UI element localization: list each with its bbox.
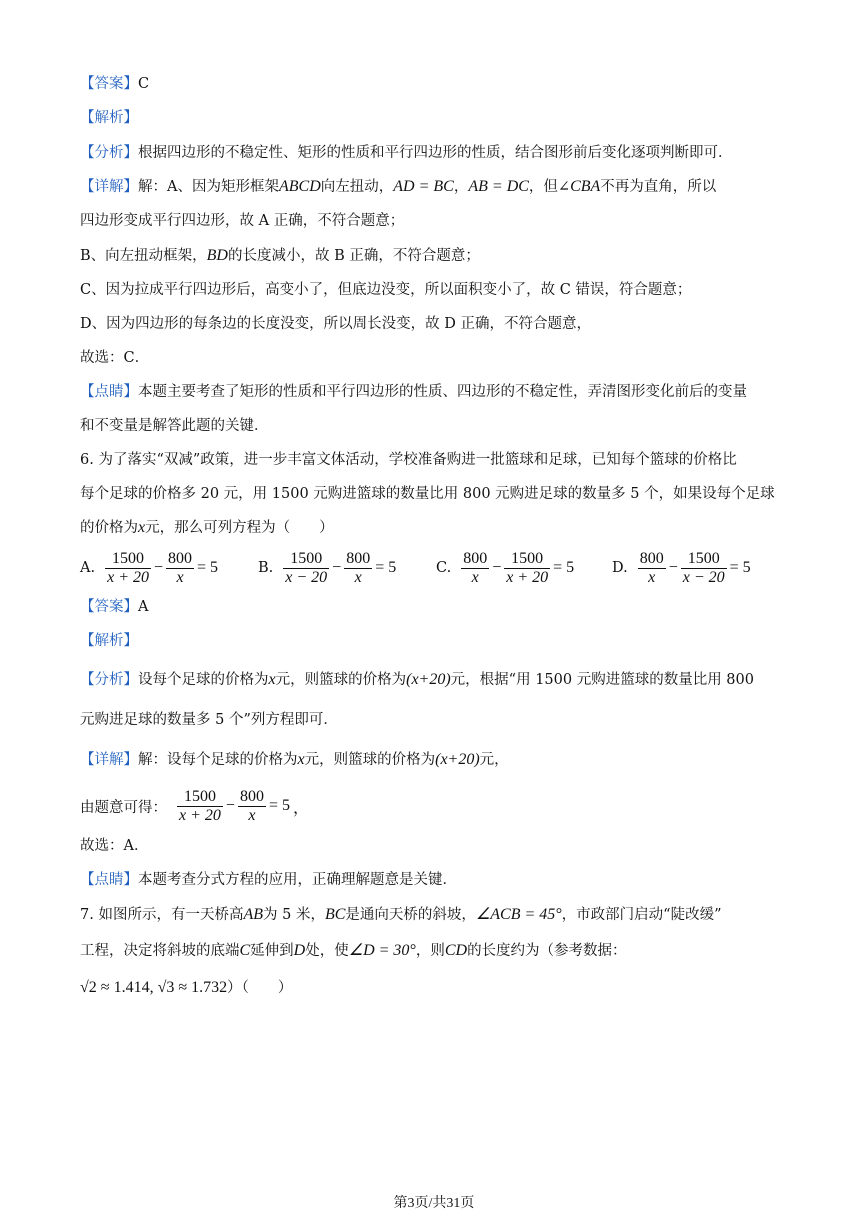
question-6-line-3 — [80, 518, 334, 538]
question-6-line-1 — [80, 450, 737, 470]
text: 元，那么可列方程为（ ） — [145, 520, 334, 536]
denominator: x — [176, 568, 184, 586]
text: C、因为拉成平行四边形后，高变小了，但底边没变，所以面积变小了，故 C 错误，符合题意； — [80, 282, 692, 298]
analysis-6-heading — [80, 631, 138, 651]
text: 元购进足球的数量多 5 个”列方程即可． — [80, 712, 338, 728]
text: 是通向天桥的斜坡， — [345, 907, 476, 923]
dianjing-tag: 【点睛】 — [80, 872, 138, 888]
choose-6 — [80, 836, 148, 856]
question-7-line-1 — [80, 905, 722, 925]
analysis-5-heading — [80, 108, 138, 128]
denominator: x — [471, 568, 479, 586]
math-d: D — [293, 942, 306, 959]
answer-value: A — [138, 599, 149, 615]
math-ab-dc: AB = DC — [468, 178, 529, 195]
detail-tag: 【详解】 — [80, 179, 138, 195]
math-x-plus-20: (x+20) — [406, 671, 451, 688]
text: ，则 — [415, 943, 445, 959]
operator: − — [225, 797, 235, 814]
numerator: 1500 — [504, 550, 550, 569]
denominator: x + 20 — [506, 568, 549, 586]
answer-6 — [80, 597, 148, 617]
text: 故选：A． — [80, 838, 149, 854]
text: 的长度约为（参考数据： — [467, 943, 627, 959]
answer-value: C — [138, 76, 150, 92]
answer-tag: 【答案】 — [80, 76, 138, 92]
denominator: x — [248, 806, 256, 824]
fraction — [283, 550, 329, 587]
fenxi-6-line-1 — [80, 670, 754, 690]
text: 和不变量是解答此题的关键． — [80, 418, 269, 434]
numerator: 800 — [463, 549, 488, 567]
page-number: 第3页/共31页 — [393, 1196, 475, 1211]
text: B、向左扭动框架， — [80, 248, 207, 264]
text: 元， — [479, 752, 509, 768]
text: 设每个足球的价格为 — [138, 672, 269, 688]
fraction — [238, 788, 266, 825]
fenxi-tag: 【分析】 — [80, 672, 138, 688]
math-x: x — [297, 751, 305, 768]
option-a[interactable] — [80, 546, 221, 590]
fraction — [504, 550, 550, 587]
denominator: x — [354, 568, 362, 586]
fraction — [105, 550, 151, 587]
fenxi-5 — [80, 143, 733, 163]
numerator: 800 — [239, 787, 264, 805]
text: 为 5 米， — [263, 907, 325, 923]
operator: − — [668, 559, 678, 576]
text: ， — [292, 799, 309, 817]
detail-5-b — [80, 246, 480, 266]
dianjing-tag: 【点睛】 — [80, 384, 138, 400]
math-cd: CD — [444, 942, 468, 959]
numerator: 800 — [168, 549, 193, 567]
text: 本题考查分式方程的应用，正确理解题意是关键． — [138, 872, 457, 888]
detail-5-line-2 — [80, 211, 404, 231]
text: ，但∠ — [528, 179, 571, 195]
fraction — [681, 550, 727, 587]
math-cba: CBA — [570, 178, 601, 195]
text: 向左扭动， — [320, 179, 394, 195]
operator: − — [154, 559, 164, 576]
text: 处，使 — [305, 943, 349, 959]
text: 本题主要考查了矩形的性质和平行四边形的性质、四边形的不稳定性，弄清图形变化前后的变量 — [138, 384, 747, 400]
text: 元，根据“用 1500 元购进篮球的数量比用 800 — [450, 672, 754, 688]
fenxi-6-line-2 — [80, 710, 338, 730]
option-label: A. — [80, 560, 96, 576]
text: 元，则篮球的价格为 — [275, 672, 407, 688]
text: 不再为直角，所以 — [600, 179, 717, 195]
text: 7. 如图所示，有一天桥高 — [80, 907, 244, 923]
math-angle-acb: ∠ACB = 45° — [475, 906, 562, 923]
text: 故选：C． — [80, 350, 150, 366]
math-bd: BD — [206, 247, 228, 264]
fraction — [166, 550, 194, 587]
text: 的长度减小，故 B 正确，不符合题意； — [227, 248, 480, 264]
math-c: C — [239, 942, 251, 959]
answer-5 — [80, 74, 149, 94]
text: 解：设每个足球的价格为 — [138, 752, 298, 768]
option-label: B. — [258, 560, 274, 576]
denominator: x − 20 — [682, 568, 725, 586]
option-label: D. — [612, 560, 628, 576]
numerator: 1500 — [177, 788, 223, 807]
rhs: = 5 — [268, 797, 290, 814]
question-6-line-2 — [80, 484, 775, 504]
detail-5-c — [80, 280, 691, 300]
question-7-line-3 — [80, 978, 292, 998]
math-bc: BC — [324, 906, 346, 923]
fenxi-tag: 【分析】 — [80, 145, 138, 161]
option-d[interactable] — [612, 546, 754, 590]
text: 的价格为 — [80, 520, 138, 536]
numerator: 800 — [639, 549, 664, 567]
denominator: x — [648, 568, 656, 586]
rhs: = 5 — [197, 559, 219, 576]
option-b[interactable] — [258, 546, 399, 590]
dianjing-5-line-1 — [80, 382, 747, 402]
math-x: x — [138, 519, 146, 536]
text: ）（ ） — [227, 980, 293, 996]
dianjing-5-line-2 — [80, 416, 269, 436]
answer-tag: 【答案】 — [80, 599, 138, 615]
text: 每个足球的价格多 20 元，用 1500 元购进篮球的数量比用 800 元购进足球的数量多 5 个，如果设每个足球 — [80, 486, 775, 502]
numerator: 1500 — [105, 550, 151, 569]
math-x-plus-20: (x+20) — [435, 751, 480, 768]
rhs: = 5 — [375, 559, 397, 576]
dianjing-6 — [80, 870, 457, 890]
text: ， — [453, 179, 469, 195]
detail-6-line-1 — [80, 750, 509, 770]
math-x: x — [268, 671, 276, 688]
text: 元，则篮球的价格为 — [304, 752, 436, 768]
math-angle-d: ∠D = 30° — [348, 942, 416, 959]
equation-label: 由题意可得： — [80, 799, 167, 816]
math-reference-values: √2 ≈ 1.414, √3 ≈ 1.732 — [80, 979, 228, 996]
fraction — [177, 788, 223, 825]
math-abcd: ABCD — [278, 178, 321, 195]
text: 6. 为了落实“双减”政策，进一步丰富文体活动，学校准备购进一批篮球和足球，已知每个篮球的价格比 — [80, 452, 737, 468]
question-7-line-2 — [80, 941, 627, 961]
denominator: x + 20 — [179, 806, 221, 824]
detail-6-equation — [80, 784, 309, 828]
rhs: = 5 — [729, 559, 751, 576]
option-c[interactable] — [436, 546, 577, 590]
numerator: 1500 — [681, 550, 727, 569]
analysis-tag: 【解析】 — [80, 110, 138, 126]
fraction — [344, 550, 372, 587]
choose-5 — [80, 348, 149, 368]
numerator: 800 — [346, 549, 371, 567]
detail-5-d — [80, 314, 591, 334]
math-ab: AB — [243, 906, 263, 923]
detail-5-line-1 — [80, 177, 716, 197]
text: ，市政部门启动“陡改缓” — [561, 907, 722, 923]
analysis-tag: 【解析】 — [80, 633, 138, 649]
text: 延伸到 — [250, 943, 294, 959]
fenxi-text: 根据四边形的不稳定性、矩形的性质和平行四边形的性质，结合图形前后变化逐项判断即可． — [138, 145, 733, 161]
math-ad-bc: AD = BC — [393, 178, 454, 195]
text: 工程，决定将斜坡的底端 — [80, 943, 240, 959]
numerator: 1500 — [283, 550, 329, 569]
fraction — [638, 550, 666, 587]
denominator: x + 20 — [107, 568, 149, 586]
text: D、因为四边形的每条边的长度没变，所以周长没变，故 D 正确，不符合题意， — [80, 316, 591, 332]
detail-tag: 【详解】 — [80, 752, 138, 768]
rhs: = 5 — [553, 559, 575, 576]
operator: − — [492, 559, 502, 576]
operator: − — [332, 559, 342, 576]
option-label: C. — [436, 560, 452, 576]
fraction — [461, 550, 489, 587]
denominator: x − 20 — [285, 568, 328, 586]
text: 解：A、因为矩形框架 — [138, 179, 279, 195]
text: 四边形变成平行四边形，故 A 正确，不符合题意； — [80, 213, 405, 229]
